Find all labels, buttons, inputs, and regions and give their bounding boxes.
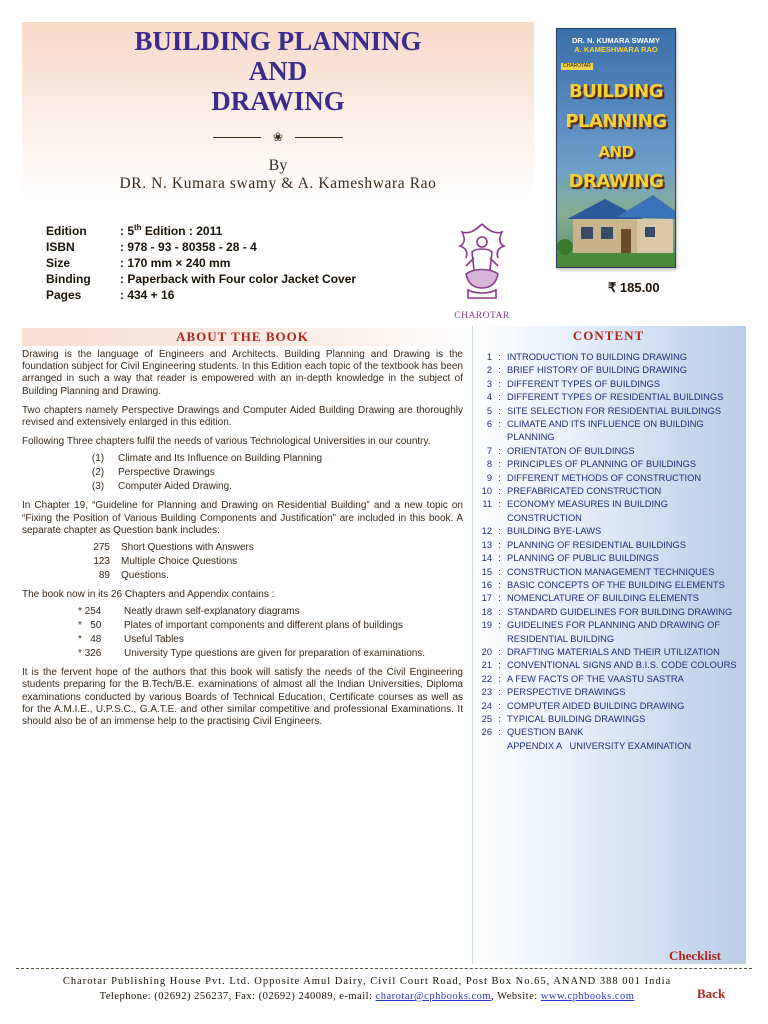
toc-separator: :	[498, 579, 501, 590]
toc-row	[476, 472, 746, 485]
toc-chapter-number: 17	[481, 593, 492, 604]
detail-label: Pages	[46, 288, 82, 302]
toc-separator: :	[498, 526, 501, 537]
detail-isbn	[46, 239, 356, 255]
toc-separator: :	[498, 459, 501, 470]
toc-separator: :	[498, 499, 501, 510]
toc-chapter-title: PRINCIPLES OF PLANNING OF BUILDINGS	[507, 459, 697, 470]
list-item-text: Computer Aided Drawing.	[118, 481, 232, 493]
table-of-contents	[476, 351, 746, 753]
list-item	[78, 619, 463, 633]
toc-chapter-title: A FEW FACTS OF THE VAASTU SASTRA	[507, 673, 684, 684]
toc-chapter-title: PLANNING OF RESIDENTIAL BUILDINGS	[507, 539, 686, 550]
toc-chapter-title: DRAFTING MATERIALS AND THEIR UTILIZATION	[507, 646, 720, 657]
toc-separator: :	[498, 727, 501, 738]
toc-chapter-number: 25	[481, 713, 492, 724]
toc-chapter-number: 10	[481, 486, 492, 497]
list-item-text: Questions.	[121, 570, 169, 582]
toc-row	[476, 364, 746, 377]
toc-row	[476, 418, 746, 445]
toc-chapter-title: GUIDELINES FOR PLANNING AND DRAWING OF RESIDENTIAL BUILDING	[507, 620, 720, 644]
detail-value	[120, 223, 222, 239]
about-paragraph: In Chapter 19, “Guideline for Planning and Drawing on Residential Building” and a new topic on “Fixing the Position of Various Building Components and Justification” are included in this book. A separate chapter as Question bank includes:	[22, 500, 463, 536]
edition-number: : 5	[120, 224, 135, 238]
publisher-logo-text: CHAROTAR	[454, 311, 510, 321]
detail-value: : 170 mm × 240 mm	[120, 256, 231, 270]
toc-chapter-number: 19	[481, 620, 492, 631]
toc-separator: :	[498, 566, 501, 577]
list-item-number: * 254	[78, 606, 102, 618]
about-paragraph: Two chapters namely Perspective Drawings and Computer Aided Building Drawing are thoroughly revised and extensively enlarged in this edition.	[22, 404, 463, 429]
toc-chapter-number: 3	[486, 378, 492, 389]
toc-row	[476, 485, 746, 498]
list-item	[86, 466, 463, 480]
toc-chapter-number: 16	[481, 579, 492, 590]
toc-separator: :	[498, 352, 501, 362]
toc-chapter-title: CLIMATE AND ITS INFLUENCE ON BUILDING PLANNING	[507, 419, 704, 443]
toc-row	[476, 458, 746, 471]
list-item	[78, 633, 463, 647]
detail-value: : 434 + 16	[120, 288, 175, 302]
toc-chapter-number: 12	[481, 526, 492, 537]
toc-chapter-title: BASIC CONCEPTS OF THE BUILDING ELEMENTS	[507, 579, 725, 590]
toc-row	[476, 579, 746, 592]
book-title-line: DRAWING	[211, 86, 345, 116]
list-item	[78, 605, 463, 619]
cover-authors	[561, 36, 671, 54]
title-ornament	[22, 128, 534, 146]
toc-row	[476, 659, 746, 672]
edition-suffix: th	[134, 223, 142, 232]
house-illustration-icon	[557, 189, 675, 267]
list-item	[86, 452, 463, 466]
toc-chapter-title: STANDARD GUIDELINES FOR BUILDING DRAWING	[507, 606, 733, 617]
cover-title-line: AND	[598, 143, 634, 161]
toc-row	[476, 498, 746, 525]
toc-row	[476, 378, 746, 391]
ornament-rule-left	[213, 137, 261, 138]
contact-phone-fax: Telephone: (02692) 256237, Fax: (02692) 240089, e-mail:	[99, 991, 376, 1002]
book-title-line: AND	[248, 56, 308, 86]
detail-pages	[46, 287, 356, 303]
toc-row	[476, 713, 746, 726]
list-item-text: Neatly drawn self-explanatory diagrams	[124, 606, 300, 618]
chapter-list	[22, 452, 463, 494]
toc-row	[476, 619, 746, 646]
toc-row	[476, 445, 746, 458]
book-title	[22, 26, 534, 116]
toc-separator: :	[498, 539, 501, 550]
toc-chapter-number: 14	[481, 553, 492, 564]
list-item-number: 275	[93, 542, 110, 554]
authors: DR. N. Kumara swamy & A. Kameshwara Rao	[119, 175, 437, 192]
toc-chapter-title: PREFABRICATED CONSTRUCTION	[507, 486, 662, 497]
toc-chapter-number: 13	[481, 539, 492, 550]
list-item	[78, 569, 463, 583]
toc-row	[476, 700, 746, 713]
list-item-text: University Type questions are given for preparation of examinations.	[124, 648, 426, 660]
book-details	[46, 223, 356, 303]
book-cover-image	[556, 28, 676, 268]
list-item-number: * 50	[78, 620, 102, 632]
toc-separator: :	[498, 620, 501, 631]
toc-chapter-number: 24	[481, 700, 492, 711]
cover-title	[557, 77, 675, 197]
footer-divider	[16, 968, 752, 969]
toc-separator: :	[498, 687, 501, 698]
toc-row	[476, 673, 746, 686]
toc-chapter-number: 7	[486, 445, 492, 456]
toc-chapter-number: 8	[486, 459, 492, 470]
question-bank-list	[22, 541, 463, 583]
email-link[interactable]: charotar@cphbooks.com	[375, 991, 492, 1002]
toc-separator: :	[498, 472, 501, 483]
toc-chapter-number: 4	[486, 392, 492, 403]
toc-chapter-number: 26	[481, 727, 492, 738]
list-item-number: * 326	[78, 648, 102, 660]
flower-icon: ❀	[272, 130, 284, 144]
back-link[interactable]: Back	[697, 986, 726, 1001]
detail-size	[46, 255, 356, 271]
toc-chapter-number: 5	[486, 405, 492, 416]
toc-chapter-number: 21	[481, 660, 492, 671]
toc-separator: :	[498, 713, 501, 724]
toc-chapter-title: SITE SELECTION FOR RESIDENTIAL BUILDINGS	[507, 405, 722, 416]
list-item-text: Useful Tables	[124, 634, 184, 646]
detail-edition	[46, 223, 356, 239]
detail-label: Binding	[46, 272, 91, 286]
toc-chapter-title: ECONOMY MEASURES IN BUILDING CONSTRUCTION	[507, 499, 669, 523]
toc-row	[476, 606, 746, 619]
toc-row	[476, 525, 746, 538]
by-label: By	[268, 157, 288, 174]
edition-year: Edition : 2011	[141, 224, 223, 238]
list-item-text: Plates of important components and different plans of buildings	[124, 620, 403, 632]
website-link[interactable]: www.cphbooks.com	[540, 991, 635, 1002]
about-paragraph: Following Three chapters fulfil the needs of various Technological Universities in our country.	[22, 436, 431, 448]
toc-separator: :	[498, 392, 501, 403]
toc-chapter-title: COMPUTER AIDED BUILDING DRAWING	[507, 700, 685, 711]
detail-binding	[46, 271, 356, 287]
cover-author: A. KAMESHWARA RAO	[574, 45, 658, 54]
toc-chapter-title: DIFFERENT METHODS OF CONSTRUCTION	[507, 472, 702, 483]
list-item-number: * 48	[78, 634, 102, 646]
price: ₹ 185.00	[608, 280, 660, 295]
list-item-text: Perspective Drawings	[118, 467, 215, 479]
toc-chapter-number: 6	[486, 419, 492, 430]
list-item-number: 123	[93, 556, 110, 568]
toc-chapter-number: 2	[486, 365, 492, 376]
checklist-link[interactable]: Checklist	[669, 948, 721, 963]
toc-chapter-number: 20	[481, 646, 492, 657]
toc-chapter-title: TYPICAL BUILDING DRAWINGS	[507, 713, 646, 724]
detail-label: ISBN	[46, 240, 75, 254]
charotar-logo-icon	[446, 218, 518, 326]
publisher-address: Charotar Publishing House Pvt. Ltd. Opposite Amul Dairy, Civil Court Road, Post Box No.65, ANAND 388 001 India	[62, 976, 672, 987]
toc-row	[476, 405, 746, 418]
toc-row	[476, 539, 746, 552]
toc-appendix-title: APPENDIX A UNIVERSITY EXAMINATION	[507, 740, 692, 751]
toc-chapter-title: PLANNING OF PUBLIC BUILDINGS	[507, 553, 659, 564]
list-item	[78, 541, 463, 555]
toc-chapter-title: DIFFERENT TYPES OF RESIDENTIAL BUILDINGS	[507, 392, 724, 403]
ornament-rule-right	[295, 137, 343, 138]
toc-chapter-number: 15	[481, 566, 492, 577]
about-paragraph: It is the fervent hope of the authors that this book will satisfy the needs of the Civil Engineering students preparing for the B.Tech/B.E. examinations of almost all the Indian Universities, Diploma examinations conducted by various Boards of Technical Education, Certificate courses as well as for the A.M.I.E., U.P.S.C., G.A.T.E. and other similar competitive and professional Examinations. It should also be of an immense help to the practising Civil Engineers.	[22, 667, 463, 728]
toc-separator: :	[498, 405, 501, 416]
toc-chapter-title: NOMENCLATURE OF BUILDING ELEMENTS	[507, 593, 699, 604]
list-item-number: (2)	[91, 467, 105, 479]
detail-value: : 978 - 93 - 80358 - 28 - 4	[120, 240, 257, 254]
toc-appendix-indent	[476, 740, 507, 753]
about-heading: ABOUT THE BOOK	[22, 328, 463, 346]
toc-appendix	[476, 740, 746, 753]
about-paragraph: The book now in its 26 Chapters and Appendix contains :	[22, 589, 275, 601]
toc-row	[476, 646, 746, 659]
detail-label: Edition	[46, 224, 87, 238]
toc-row	[476, 686, 746, 699]
list-item-number: 89	[98, 570, 110, 582]
toc-chapter-title: BRIEF HISTORY OF BUILDING DRAWING	[507, 365, 687, 376]
list-item	[86, 480, 463, 494]
list-item-text: Multiple Choice Questions	[121, 556, 238, 568]
toc-separator: :	[498, 553, 501, 564]
toc-chapter-number: 11	[482, 499, 492, 510]
toc-chapter-title: INTRODUCTION TO BUILDING DRAWING	[507, 352, 688, 362]
toc-separator: :	[498, 673, 501, 684]
content-heading: CONTENT	[572, 328, 645, 343]
toc-separator: :	[498, 660, 501, 671]
cover-title-line: BUILDING	[569, 81, 663, 102]
toc-chapter-title: ORIENTATON OF BUILDINGS	[507, 445, 635, 456]
detail-value: : Paperback with Four color Jacket Cover	[120, 272, 357, 286]
about-paragraph: Drawing is the language of Engineers and Architects. Building Planning and Drawing is the foundation subject for Civil Engineering students. In this Edition each topic of the textbook has been arranged in such a way that reader is empowered with an in-depth knowledge in the subject of Building Planning and Drawing.	[22, 349, 463, 397]
toc-separator: :	[498, 700, 501, 711]
cover-publisher: CHAROTAR	[563, 63, 591, 69]
cover-title-line: PLANNING	[565, 111, 667, 132]
toc-row	[476, 592, 746, 605]
list-item	[78, 555, 463, 569]
about-section	[22, 349, 463, 735]
toc-separator: :	[498, 646, 501, 657]
toc-separator: :	[498, 445, 501, 456]
book-title-line: BUILDING PLANNING	[134, 26, 422, 56]
toc-separator: :	[498, 419, 501, 430]
list-item-text: Short Questions with Answers	[121, 542, 254, 554]
list-item-text: Climate and Its Influence on Building Planning	[118, 453, 323, 465]
publisher-contact	[22, 991, 712, 1002]
toc-separator: :	[498, 486, 501, 497]
toc-chapter-number: 23	[481, 687, 492, 698]
toc-chapter-title: BUILDING BYE-LAWS	[507, 526, 602, 537]
toc-row	[476, 552, 746, 565]
toc-separator: :	[498, 593, 501, 604]
toc-chapter-title: CONVENTIONAL SIGNS AND B.I.S. CODE COLOURS	[507, 660, 737, 671]
toc-chapter-title: DIFFERENT TYPES OF BUILDINGS	[507, 378, 661, 389]
toc-separator: :	[498, 365, 501, 376]
toc-chapter-title: CONSTRUCTION MANAGEMENT TECHNIQUES	[507, 566, 715, 577]
toc-separator: :	[498, 378, 501, 389]
toc-chapter-number: 9	[486, 472, 492, 483]
toc-separator: :	[498, 606, 501, 617]
list-item-number: (1)	[91, 453, 105, 465]
toc-chapter-number: 1	[486, 352, 492, 362]
list-item-number: (3)	[91, 481, 105, 493]
toc-chapter-number: 22	[481, 673, 492, 684]
cover-title-line: DRAWING	[568, 171, 664, 192]
toc-row	[476, 726, 746, 739]
contact-website-label: , Website:	[491, 991, 541, 1002]
list-item	[78, 647, 463, 661]
toc-chapter-title: PERSPECTIVE DRAWINGS	[507, 687, 626, 698]
toc-row	[476, 391, 746, 404]
toc-chapter-number: 18	[481, 606, 492, 617]
toc-row	[476, 351, 746, 364]
detail-label: Size	[46, 256, 71, 270]
toc-row	[476, 566, 746, 579]
cover-author: DR. N. KUMARA SWAMY	[571, 36, 661, 45]
toc-chapter-title: QUESTION BANK	[507, 727, 584, 738]
contents-list	[22, 605, 463, 661]
